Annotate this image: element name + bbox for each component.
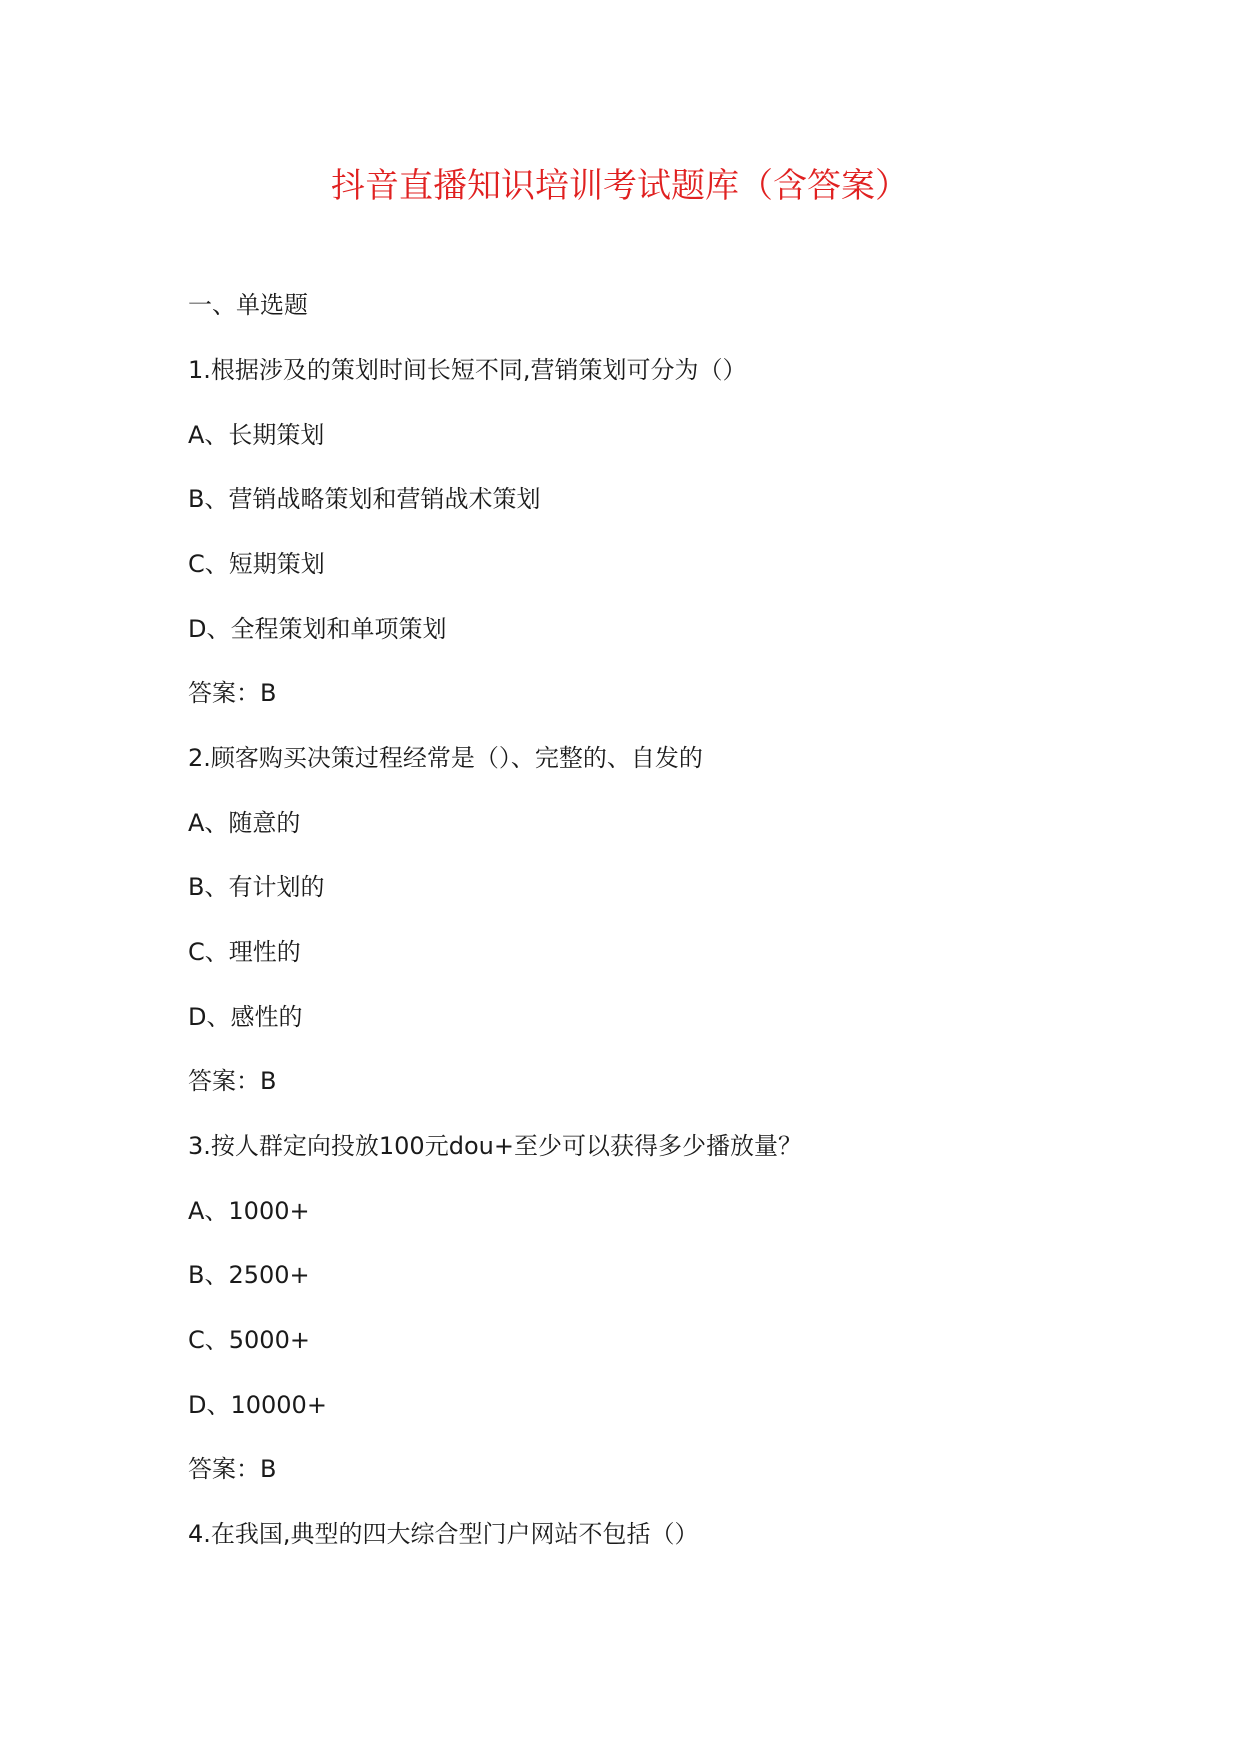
- question-2-option-d: D、感性的: [188, 1003, 303, 1031]
- question-3-option-b: B、2500+: [188, 1261, 310, 1289]
- question-3-option-a: A、1000+: [188, 1197, 310, 1225]
- question-2-answer: 答案：B: [188, 1067, 277, 1095]
- question-1-option-c: C、短期策划: [188, 550, 325, 578]
- question-2-option-b: B、有计划的: [188, 873, 325, 901]
- question-1-option-a: A、长期策划: [188, 421, 325, 449]
- question-4-stem: 4.在我国,典型的四大综合型门户网站不包括（）: [188, 1520, 699, 1548]
- question-1-answer: 答案：B: [188, 679, 277, 707]
- question-1-option-d: D、全程策划和单项策划: [188, 615, 447, 643]
- question-1-stem: 1.根据涉及的策划时间长短不同,营销策划可分为（）: [188, 356, 747, 384]
- question-3-option-c: C、5000+: [188, 1326, 310, 1354]
- question-3-answer: 答案：B: [188, 1455, 277, 1483]
- section-heading: 一、单选题: [188, 291, 308, 319]
- question-1-option-b: B、营销战略策划和营销战术策划: [188, 485, 541, 513]
- question-2-stem: 2.顾客购买决策过程经常是（）、完整的、自发的: [188, 744, 703, 772]
- document-title: 抖音直播知识培训考试题库（含答案）: [331, 166, 909, 206]
- question-2-option-c: C、理性的: [188, 938, 301, 966]
- question-3-option-d: D、10000+: [188, 1391, 327, 1419]
- question-3-stem: 3.按人群定向投放100元dou+至少可以获得多少播放量？: [188, 1132, 802, 1160]
- question-2-option-a: A、随意的: [188, 809, 301, 837]
